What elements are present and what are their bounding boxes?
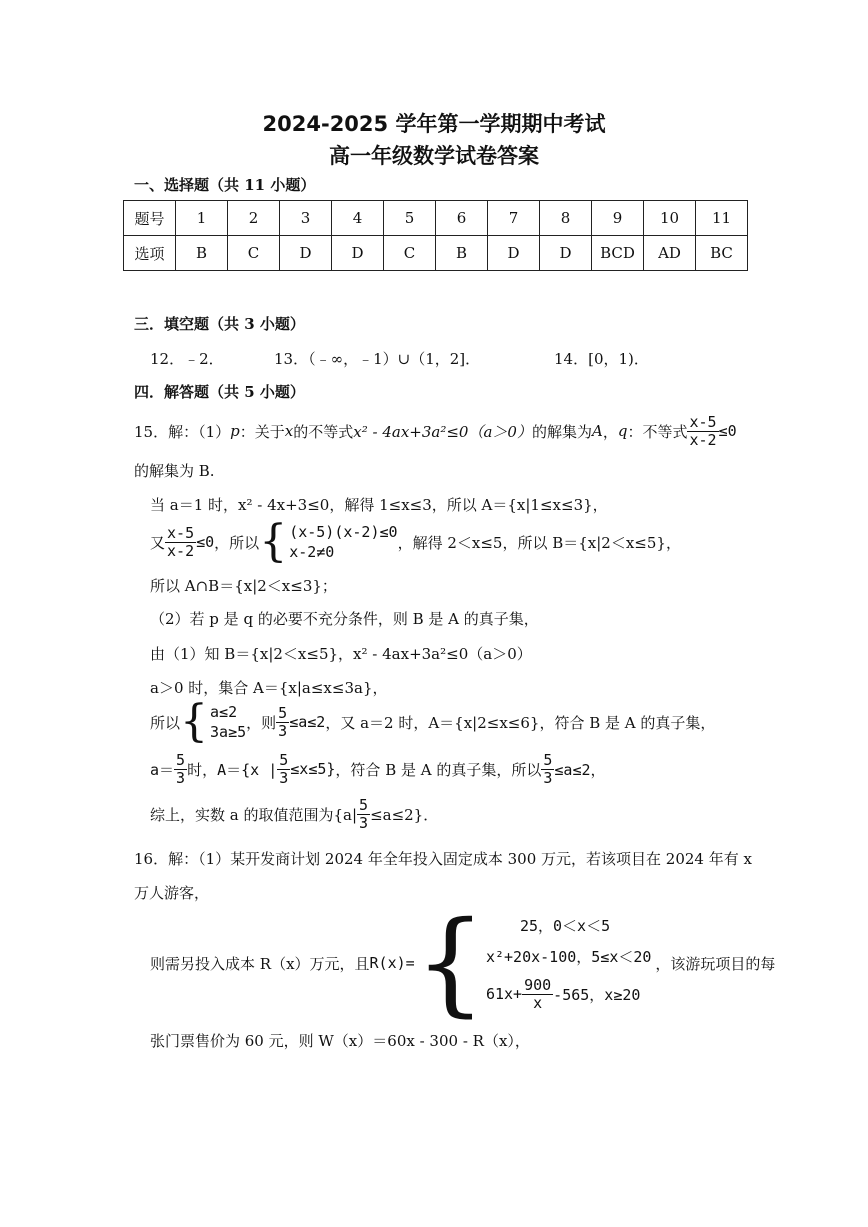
table-cell: D <box>332 236 384 271</box>
table-cell: 3 <box>280 201 332 236</box>
text: 又 <box>150 533 166 552</box>
table-cell: C <box>384 236 436 271</box>
brace-icon: { <box>414 898 486 1028</box>
table-cell: B <box>176 236 228 271</box>
piece-3-tail: -565，x≥20 <box>553 985 641 1004</box>
text: ，该游玩项目的每 <box>655 954 776 973</box>
text: 的不等式 <box>293 422 354 441</box>
numerator: 900 <box>524 976 552 994</box>
text: ，又 a＝2 时，A＝{x|2≤x≤6}，符合 B 是 A 的真子集， <box>325 713 716 732</box>
section-heading-solve: 四．解答题（共 5 小题） <box>134 383 305 401</box>
fraction <box>541 752 554 786</box>
relation: ≤a≤2 <box>289 713 326 731</box>
brace-icon: { <box>180 696 209 747</box>
q15-line-11 <box>150 797 438 831</box>
text: 则需另投入成本 R（x）万元，且 <box>150 954 370 973</box>
section-heading-fill: 三．填空题（共 3 小题） <box>134 315 305 333</box>
table-cell: 9 <box>592 201 644 236</box>
table-row-label: 选项 <box>124 236 176 271</box>
q16-line-3 <box>150 898 776 1028</box>
section-heading-choice: 一、选择题（共 11 小题） <box>134 176 316 194</box>
text: A＝{x | <box>217 760 278 779</box>
relation: ≤a≤2， <box>554 760 606 779</box>
brace-icon: { <box>259 516 288 567</box>
table-cell: BCD <box>592 236 644 271</box>
fraction <box>522 977 553 1011</box>
denominator: 3 <box>543 768 553 787</box>
denominator: 3 <box>359 813 369 832</box>
denominator: 3 <box>278 721 288 740</box>
answer-14: 14．[0，1)． <box>554 350 649 368</box>
table-cell: 8 <box>540 201 592 236</box>
denominator: x <box>533 993 543 1012</box>
table-cell: 2 <box>228 201 280 236</box>
text: ，符合 B 是 A 的真子集，所以 <box>335 760 542 779</box>
table-cell: AD <box>644 236 696 271</box>
fraction <box>165 525 196 559</box>
table-cell: 1 <box>176 201 228 236</box>
system-row: x-2≠0 <box>289 543 335 561</box>
fraction <box>687 414 718 448</box>
text: ， <box>602 422 618 441</box>
answer-table <box>123 200 748 271</box>
piece-3-text: 61x+ <box>485 985 523 1003</box>
q15-line-6: （2）若 p 是 q 的必要不充分条件，则 B 是 A 的真子集， <box>150 610 539 628</box>
denominator: 3 <box>279 768 289 787</box>
denominator: x-2 <box>689 430 717 449</box>
numerator: x-5 <box>167 524 195 542</box>
system-row: a≤2 <box>210 702 238 721</box>
piece-3 <box>486 977 651 1011</box>
table-row-answers <box>124 236 748 271</box>
text: ≤a≤2}． <box>370 805 439 824</box>
table-cell: D <box>540 236 592 271</box>
numerator: x-5 <box>689 413 717 431</box>
system-row: (x-5)(x-2)≤0 <box>289 522 398 541</box>
q15-line-1 <box>134 414 737 448</box>
relation: ≤0 <box>196 533 215 551</box>
table-cell: 7 <box>488 201 540 236</box>
table-cell: 6 <box>436 201 488 236</box>
table-row-label: 题号 <box>124 201 176 236</box>
text: p <box>230 422 240 440</box>
equation-system <box>259 516 398 567</box>
text: 的解集为 <box>531 422 592 441</box>
table-cell: B <box>436 236 488 271</box>
fraction <box>174 752 187 786</box>
inequality: x² - 4ax+3a²≤0（a＞0） <box>353 422 532 441</box>
q16-line-1: 16．解：（1）某开发商计划 2024 年全年投入固定成本 300 万元，若该项目在 2024 年有 x <box>134 850 752 868</box>
q15-line-10 <box>150 752 606 786</box>
fraction <box>277 752 290 786</box>
table-cell: C <box>228 236 280 271</box>
table-cell: 10 <box>644 201 696 236</box>
denominator: 3 <box>176 768 186 787</box>
q15-line-2: 的解集为 B. <box>134 462 215 480</box>
text: A <box>591 422 603 440</box>
relation: ≤x≤5} <box>290 760 336 778</box>
fraction <box>276 705 289 739</box>
numerator: 5 <box>278 704 288 722</box>
piece-1: 25，0＜x＜5 <box>519 917 611 935</box>
q16-line-4: 张门票售价为 60 元，则 W（x）＝60x - 300 - R（x）， <box>150 1032 530 1050</box>
q16-line-2: 万人游客， <box>134 884 210 902</box>
text: q <box>617 422 628 440</box>
page-title: 2024-2025 学年第一学期期中考试 <box>262 112 606 136</box>
answer-12: 12．﹣2． <box>150 350 224 368</box>
q15-line-7: 由（1）知 B＝{x|2＜x≤5}，x² - 4ax+3a²≤0（a＞0） <box>150 645 532 663</box>
numerator: 5 <box>543 751 553 769</box>
text: ：不等式 <box>627 422 688 441</box>
numerator: 5 <box>176 751 186 769</box>
numerator: 5 <box>279 751 289 769</box>
equation-system <box>180 696 247 747</box>
piece-2: x²+20x-100，5≤x＜20 <box>485 948 652 966</box>
table-cell: 4 <box>332 201 384 236</box>
system-row: 3a≥5 <box>210 723 247 741</box>
table-cell: D <box>280 236 332 271</box>
q15-line-3: 当 a＝1 时，x² - 4x+3≤0，解得 1≤x≤3，所以 A＝{x|1≤x≤3}， <box>150 496 608 514</box>
q15-line-9 <box>150 696 716 747</box>
table-cell: 11 <box>696 201 748 236</box>
text: 时， <box>187 760 218 779</box>
text: 15．解：（1） <box>134 422 231 441</box>
q15-line-8: a＞0 时，集合 A＝{x|a≤x≤3a}， <box>150 679 388 697</box>
q15-line-4 <box>150 516 681 567</box>
relation: ≤0 <box>718 422 737 440</box>
numerator: 5 <box>359 796 369 814</box>
page-subtitle: 高一年级数学试卷答案 <box>329 144 539 168</box>
function-name: R(x)= <box>369 954 415 972</box>
text: a＝ <box>150 760 175 779</box>
table-row-numbers <box>124 201 748 236</box>
text: ，则 <box>246 713 277 732</box>
text: ，解得 2＜x≤5，所以 B＝{x|2＜x≤5}， <box>397 533 681 552</box>
text: ：关于 <box>239 422 285 441</box>
text: 所以 <box>150 713 181 732</box>
text: 综上，实数 a 的取值范围为{a| <box>150 805 358 824</box>
q15-line-5: 所以 A∩B＝{x|2＜x≤3}； <box>150 577 337 595</box>
text: x <box>284 422 294 440</box>
denominator: x-2 <box>167 541 195 560</box>
fraction <box>357 797 370 831</box>
piecewise-function <box>486 915 651 1011</box>
table-cell: 5 <box>384 201 436 236</box>
table-cell: D <box>488 236 540 271</box>
table-cell: BC <box>696 236 748 271</box>
text: ，所以 <box>214 533 260 552</box>
answer-13: 13．（﹣∞，﹣1）∪（1，2]． <box>274 350 481 368</box>
